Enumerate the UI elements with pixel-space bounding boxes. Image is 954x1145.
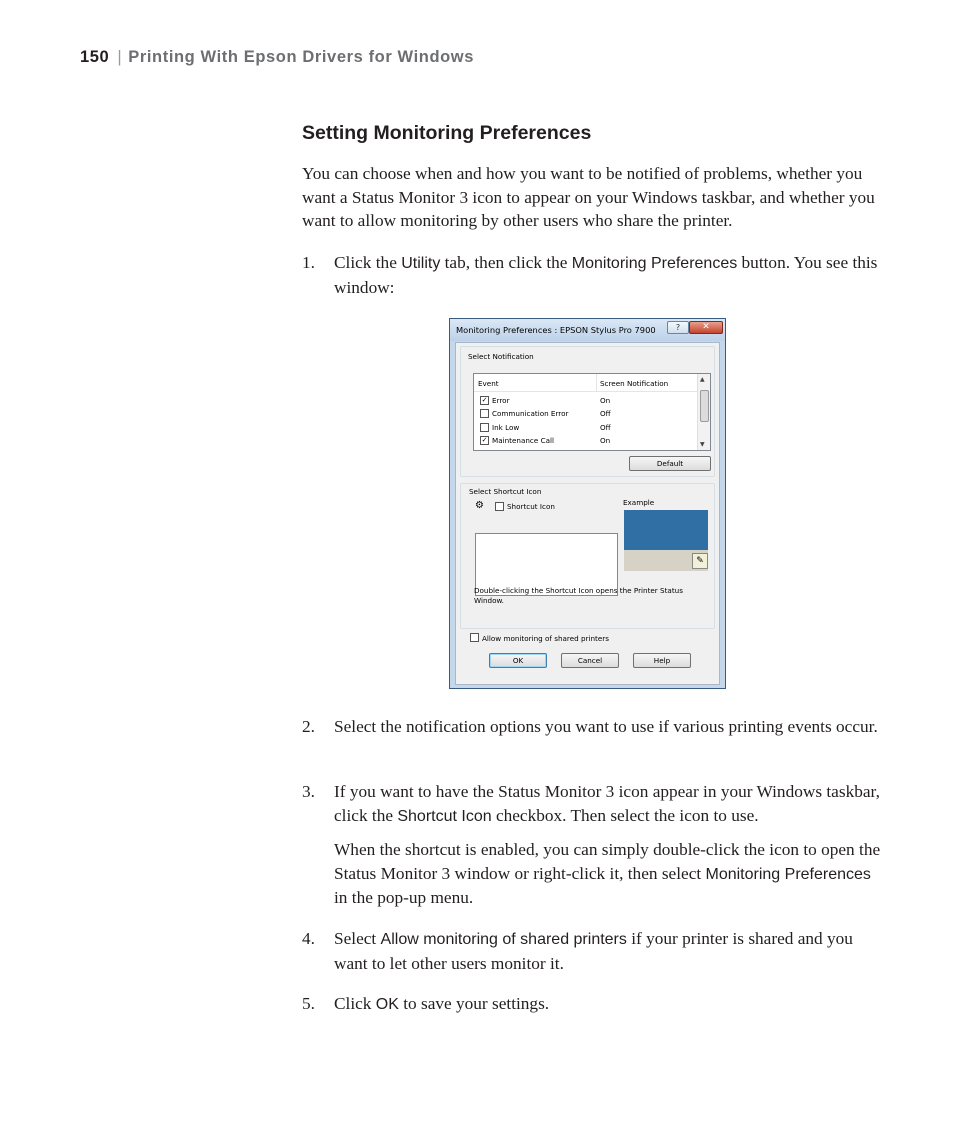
step-number: 3.	[302, 782, 315, 801]
cancel-button[interactable]: Cancel	[561, 653, 619, 668]
step-text: Select the notification options you want to use if various printing events occur.	[334, 717, 878, 736]
note-text-part: When the shortcut is enabled, you can simply double-click the icon to open the Status Monitor 3 window or right-click it, then select	[334, 840, 881, 883]
step-text-part: Select	[334, 929, 381, 948]
event-value: Off	[600, 423, 611, 432]
ok-button[interactable]: OK	[489, 653, 547, 668]
notification-group	[460, 346, 715, 477]
note-text-part: in the pop-up menu.	[334, 888, 474, 907]
allow-shared-label: Allow monitoring of shared printers	[482, 634, 609, 643]
event-value: Off	[600, 409, 611, 418]
step-5	[302, 992, 882, 1016]
step-3-note	[334, 838, 882, 910]
step-number: 1.	[302, 253, 315, 272]
ui-term-allow-monitoring: Allow monitoring of shared printers	[380, 931, 627, 948]
step-number: 2.	[302, 717, 315, 736]
default-button[interactable]: Default	[629, 456, 711, 471]
event-value: On	[600, 396, 611, 405]
shortcut-note: Double-clicking the Shortcut Icon opens the Printer Status Window.	[474, 586, 683, 605]
help-icon[interactable]: ?	[667, 321, 689, 334]
step-4	[302, 927, 882, 975]
step-text	[334, 251, 882, 299]
dialog-body	[455, 342, 720, 685]
ui-term-shortcut-icon: Shortcut Icon	[397, 807, 492, 825]
column-event[interactable]: Event	[478, 379, 499, 388]
scroll-down-icon[interactable]: ▼	[700, 441, 705, 448]
help-button[interactable]: Help	[633, 653, 691, 668]
column-screen-notification[interactable]: Screen Notification	[600, 379, 669, 388]
monitoring-preferences-dialog	[449, 318, 726, 689]
event-name: Error	[492, 396, 510, 405]
shortcut-group-label: Select Shortcut Icon	[469, 487, 542, 496]
dialog-titlebar	[450, 319, 725, 341]
ui-term-monitoring-preferences: Monitoring Preferences	[705, 865, 871, 883]
dialog-title: Monitoring Preferences : EPSON Stylus Pro 7900	[456, 325, 656, 335]
example-desktop	[624, 510, 708, 550]
running-head	[80, 48, 474, 67]
allow-shared-checkbox[interactable]	[470, 633, 479, 642]
scroll-up-icon[interactable]: ▲	[700, 376, 705, 383]
ui-term-monitoring-preferences: Monitoring Preferences	[571, 255, 738, 272]
step-text-part: tab, then click the	[440, 253, 572, 272]
event-name: Communication Error	[492, 409, 569, 418]
page-number: 150	[80, 48, 110, 66]
column-divider	[596, 374, 597, 391]
step-number: 5.	[302, 994, 315, 1013]
shortcut-icon-label: Shortcut Icon	[507, 502, 555, 511]
step-text	[334, 927, 882, 975]
event-list[interactable]	[473, 373, 711, 451]
step-text-part: button. You see this window:	[334, 253, 878, 297]
ui-term-ok: OK	[375, 996, 399, 1013]
notification-group-label: Select Notification	[468, 352, 534, 361]
shortcut-icon-checkbox[interactable]	[495, 502, 504, 511]
section-heading: Setting Monitoring Preferences	[302, 122, 592, 144]
step-text-part: Click	[334, 994, 376, 1013]
event-value: On	[600, 436, 611, 445]
step-3	[302, 780, 882, 828]
scroll-thumb[interactable]	[700, 390, 709, 422]
event-name: Maintenance Call	[492, 436, 554, 445]
running-head-title: Printing With Epson Drivers for Windows	[128, 48, 475, 66]
step-text-part: if your printer is shared and you want to let other users monitor it.	[334, 929, 853, 973]
event-checkbox-ink-low[interactable]	[480, 423, 489, 432]
step-number: 4.	[302, 929, 315, 948]
event-checkbox-maintenance-call[interactable]: ✓	[481, 436, 488, 444]
step-text-part: checkbox. Then select the icon to use.	[491, 805, 759, 825]
step-2	[302, 715, 882, 763]
event-list-header	[474, 374, 698, 392]
step-text-part: to save your settings.	[398, 994, 550, 1013]
step-text	[334, 780, 882, 828]
example-label: Example	[623, 498, 655, 507]
intro-paragraph: You can choose when and how you want to be notified of problems, whether you want a Status Monitor 3 icon to appear on your Windows taskbar, and whether you want to allow monitoring by other users who share the printer.	[302, 164, 875, 230]
running-head-separator: |	[117, 48, 123, 66]
step-text-part: Click the	[334, 253, 402, 272]
gear-icon: ⚙	[475, 500, 484, 511]
step-text	[334, 992, 882, 1017]
close-icon[interactable]: ✕	[689, 321, 723, 334]
event-list-scrollbar[interactable]	[697, 374, 710, 450]
event-checkbox-communication-error[interactable]	[480, 409, 489, 418]
ui-term-utility: Utility	[401, 255, 441, 272]
event-checkbox-error[interactable]: ✓	[481, 396, 488, 404]
step-text-part: If you want to have the Status Monitor 3 icon appear in your Windows taskbar, click the	[334, 782, 880, 825]
status-monitor-icon: ✎	[692, 553, 708, 569]
step-1	[302, 251, 882, 299]
event-name: Ink Low	[492, 423, 520, 432]
